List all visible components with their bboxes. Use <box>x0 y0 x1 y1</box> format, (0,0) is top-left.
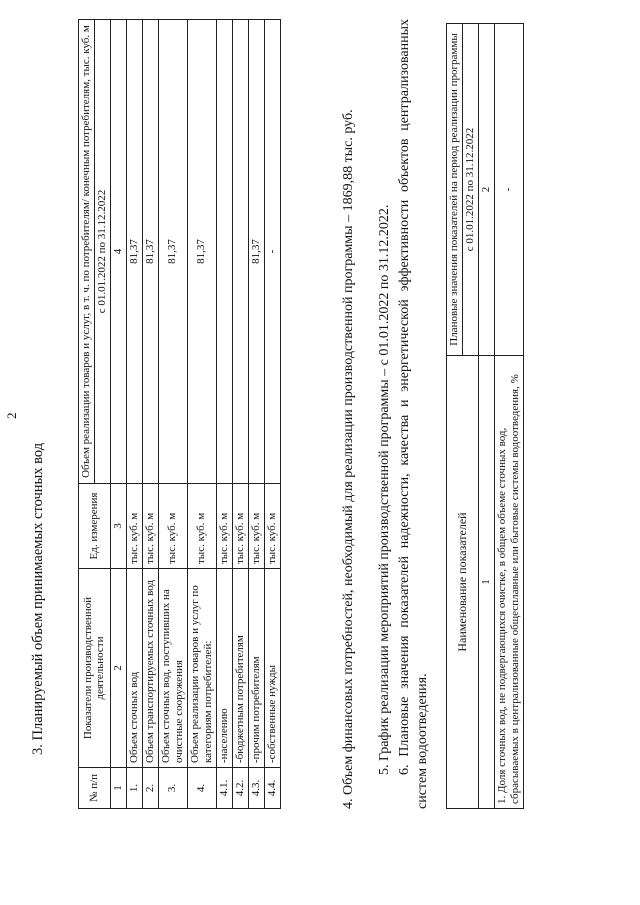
section-4-paragraph: 4. Объем финансовых потребностей, необходимый для реализации производственной программы – 1869,88 тыс. руб. <box>341 109 356 809</box>
row-unit: тыс. куб. м <box>248 484 264 569</box>
table-column-numbers-row <box>478 24 494 809</box>
row-indicator: Объем реализации товаров и услуг по категориям потребителей: <box>187 569 216 768</box>
row-indicator: Объем транспортируемых сточных вод <box>142 569 158 768</box>
row-num: 3. <box>158 768 187 809</box>
col-header-num: № п/п <box>79 768 111 809</box>
table-row <box>187 20 216 809</box>
row-unit: тыс. куб. м <box>232 484 248 569</box>
table-row <box>264 20 280 809</box>
row-unit: тыс. куб. м <box>216 484 232 569</box>
row-indicator: Объем сточных вод, поступивших на очистные сооружения <box>158 569 187 768</box>
wastewater-volume-table <box>78 19 281 809</box>
reliability-indicators-table <box>446 23 524 809</box>
col-number: 2 <box>110 569 126 768</box>
col-number: 1 <box>110 768 126 809</box>
row-unit: тыс. куб. м <box>264 484 280 569</box>
row-num: 1. <box>126 768 142 809</box>
row-value: - <box>264 20 280 484</box>
col-header-name: Наименование показателей <box>447 356 479 809</box>
row-indicator: -собственные нужды <box>264 569 280 768</box>
row-value: - <box>494 24 523 356</box>
col-number: 3 <box>110 484 126 569</box>
row-value: 81,37 <box>126 20 142 484</box>
table-row <box>494 24 523 809</box>
row-value: 81,37 <box>187 20 216 484</box>
table-column-numbers-row <box>110 20 126 809</box>
section-3-title: 3. Планируемый объем принимаемых сточных вод <box>30 442 46 755</box>
table-row <box>248 20 264 809</box>
row-num: 4.3. <box>248 768 264 809</box>
row-unit: тыс. куб. м <box>142 484 158 569</box>
table-row <box>142 20 158 809</box>
col-header-plan: Плановые значения показателей на период реализации программы <box>447 24 463 356</box>
col-number: 4 <box>110 20 126 484</box>
section-5-paragraph: 5. График реализации мероприятий производственной программы – с 01.01.2022 по 31.12.2022. <box>377 204 392 775</box>
table-header-row <box>79 20 95 809</box>
row-indicator: -бюджетным потребителям <box>232 569 248 768</box>
col-header-period: с 01.01.2022 по 31.12.2022 <box>462 24 478 356</box>
row-unit: тыс. куб. м <box>158 484 187 569</box>
section-6-paragraph: 6. Плановые значения показателей надежности, качества и энергетической эффективности объектов централизованных систем водоотведения. <box>397 19 430 809</box>
table-row <box>232 20 248 809</box>
table-row <box>158 20 187 809</box>
row-value <box>216 20 232 484</box>
table-row <box>216 20 232 809</box>
table-row <box>126 20 142 809</box>
col-header-indicator: Показатели производственной деятельности <box>79 569 111 768</box>
row-indicator: -населению <box>216 569 232 768</box>
row-unit: тыс. куб. м <box>126 484 142 569</box>
col-number: 1 <box>478 356 494 809</box>
col-header-unit: Ед. измерения <box>79 484 111 569</box>
table-header-row <box>447 24 463 809</box>
row-value: 81,37 <box>248 20 264 484</box>
row-value: 81,37 <box>142 20 158 484</box>
row-indicator: 1. Доля сточных вод, не подвергающихся очистке, в общем объеме сточных вод, сбрасываемых в централизованные общесплавные или бытовые системы водоотведения, % <box>494 356 523 809</box>
row-value: 81,37 <box>158 20 187 484</box>
row-num: 4. <box>187 768 216 809</box>
row-num: 2. <box>142 768 158 809</box>
col-header-period: с 01.01.2022 по 31.12.2022 <box>94 20 110 484</box>
page-number: 2 <box>4 412 19 419</box>
row-value <box>232 20 248 484</box>
row-indicator: -прочим потребителям <box>248 569 264 768</box>
row-num: 4.2. <box>232 768 248 809</box>
col-header-volume: Объем реализации товаров и услуг, в т. ч. по потребителям/ конечным потребителям, тыс. куб. м <box>79 20 95 484</box>
row-num: 4.1. <box>216 768 232 809</box>
row-num: 4.4. <box>264 768 280 809</box>
col-number: 2 <box>478 24 494 356</box>
row-indicator: Объем сточных вод <box>126 569 142 768</box>
row-unit: тыс. куб. м <box>187 484 216 569</box>
